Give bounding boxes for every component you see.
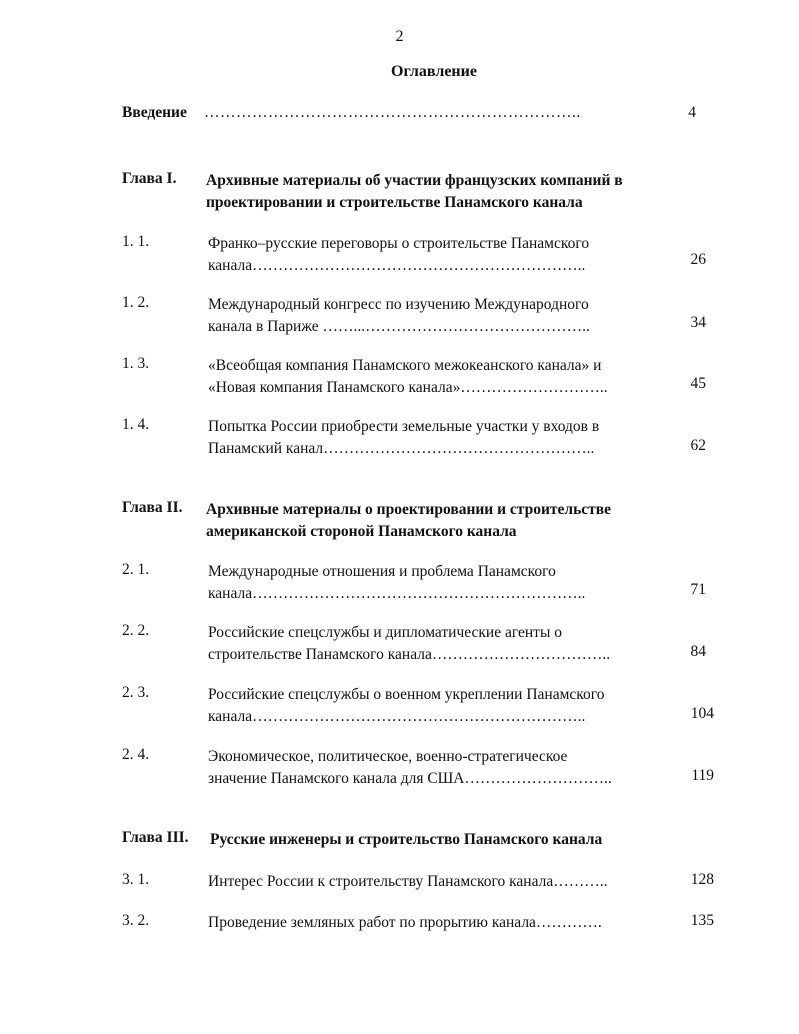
- section-title: [208, 233, 668, 277]
- section-page: 26: [690, 251, 706, 268]
- intro-label: Введение: [122, 104, 187, 121]
- chapter-2-title: [206, 499, 686, 543]
- chapter-2-label: Глава II.: [122, 499, 183, 516]
- section-page: 34: [690, 314, 706, 331]
- section-number: 1. 4.: [122, 416, 150, 433]
- chapter-3-title: [210, 829, 710, 851]
- section-title: [208, 561, 668, 605]
- section-title-line: канала………………………………………………………..: [208, 585, 586, 602]
- section-page: 119: [691, 767, 714, 784]
- section-number: 3. 1.: [122, 871, 150, 888]
- chapter-1-label: Глава I.: [122, 170, 177, 187]
- section-page: 84: [690, 643, 706, 660]
- section-title-line: канала в Париже ……...……………………………………..: [208, 318, 590, 335]
- section-title-line: «Новая компания Панамского канала»………………………..: [208, 379, 608, 396]
- section-title: [208, 355, 668, 399]
- section-number: 1. 1.: [122, 233, 150, 250]
- section-title-line: канала………………………………………………………..: [208, 708, 586, 725]
- section-title-line: Международный конгресс по изучению Международного: [208, 296, 589, 313]
- section-title-line: значение Панамского канала для США………………………..: [208, 770, 612, 787]
- section-title-line: Франко–русские переговоры о строительстве Панамского: [208, 235, 590, 252]
- section-title-line: Панамский канал……………………………………………..: [208, 440, 595, 457]
- section-title-line: Экономическое, политическое, военно-стратегическое: [208, 748, 568, 765]
- section-number: 2. 3.: [122, 684, 150, 701]
- chapter-3-title-line: Русские инженеры и строительство Панамского канала: [210, 831, 603, 848]
- chapter-3-label: Глава III.: [122, 829, 189, 846]
- section-title-line: Попытка России приобрести земельные участки у входов в: [208, 418, 600, 435]
- chapter-1-title: [206, 170, 686, 214]
- section-number: 2. 2.: [122, 622, 150, 639]
- chapter-1-title-line: проектировании и строительстве Панамского канала: [206, 194, 583, 211]
- section-title: [208, 294, 668, 338]
- section-title: [208, 746, 668, 790]
- section-number: 1. 3.: [122, 355, 150, 372]
- section-title: [208, 684, 668, 728]
- intro-page: 4: [688, 104, 696, 121]
- section-number: 1. 2.: [122, 294, 150, 311]
- section-number: 2. 4.: [122, 746, 150, 763]
- section-number: 2. 1.: [122, 561, 150, 578]
- toc-title: Оглавление: [391, 63, 477, 80]
- section-title: [208, 622, 668, 666]
- section-title-line: канала………………………………………………………..: [208, 257, 586, 274]
- section-title-line: Международные отношения и проблема Панамского: [208, 563, 556, 580]
- section-title-line: Российские спецслужбы и дипломатические агенты о: [208, 624, 562, 641]
- intro-dot-leader: ……………………………………………………………..: [204, 104, 581, 121]
- section-page: 62: [690, 437, 706, 454]
- section-number: 3. 2.: [122, 912, 150, 929]
- section-title-line: Российские спецслужбы о военном укреплении Панамского: [208, 686, 605, 703]
- section-title-line: Интерес России к строительству Панамского канала………..: [208, 873, 608, 890]
- section-page: 128: [690, 871, 714, 888]
- chapter-2-title-line: Архивные материалы о проектировании и строительстве: [206, 501, 612, 518]
- chapter-2-title-line: американской стороной Панамского канала: [206, 523, 517, 540]
- section-page: 135: [690, 912, 714, 929]
- section-title: [208, 416, 668, 460]
- section-page: 45: [690, 375, 706, 392]
- page-number: 2: [395, 28, 404, 45]
- section-page: 104: [690, 705, 714, 722]
- section-title: [208, 912, 668, 934]
- section-title-line: Проведение земляных работ по прорытию канала………….: [208, 914, 602, 931]
- section-title-line: строительстве Панамского канала……………………………..: [208, 646, 611, 663]
- section-title: [208, 871, 668, 893]
- section-page: 71: [690, 581, 706, 598]
- section-title-line: «Всеобщая компания Панамского межокеанского канала» и: [208, 357, 602, 374]
- chapter-1-title-line: Архивные материалы об участии французских компаний в: [206, 172, 623, 189]
